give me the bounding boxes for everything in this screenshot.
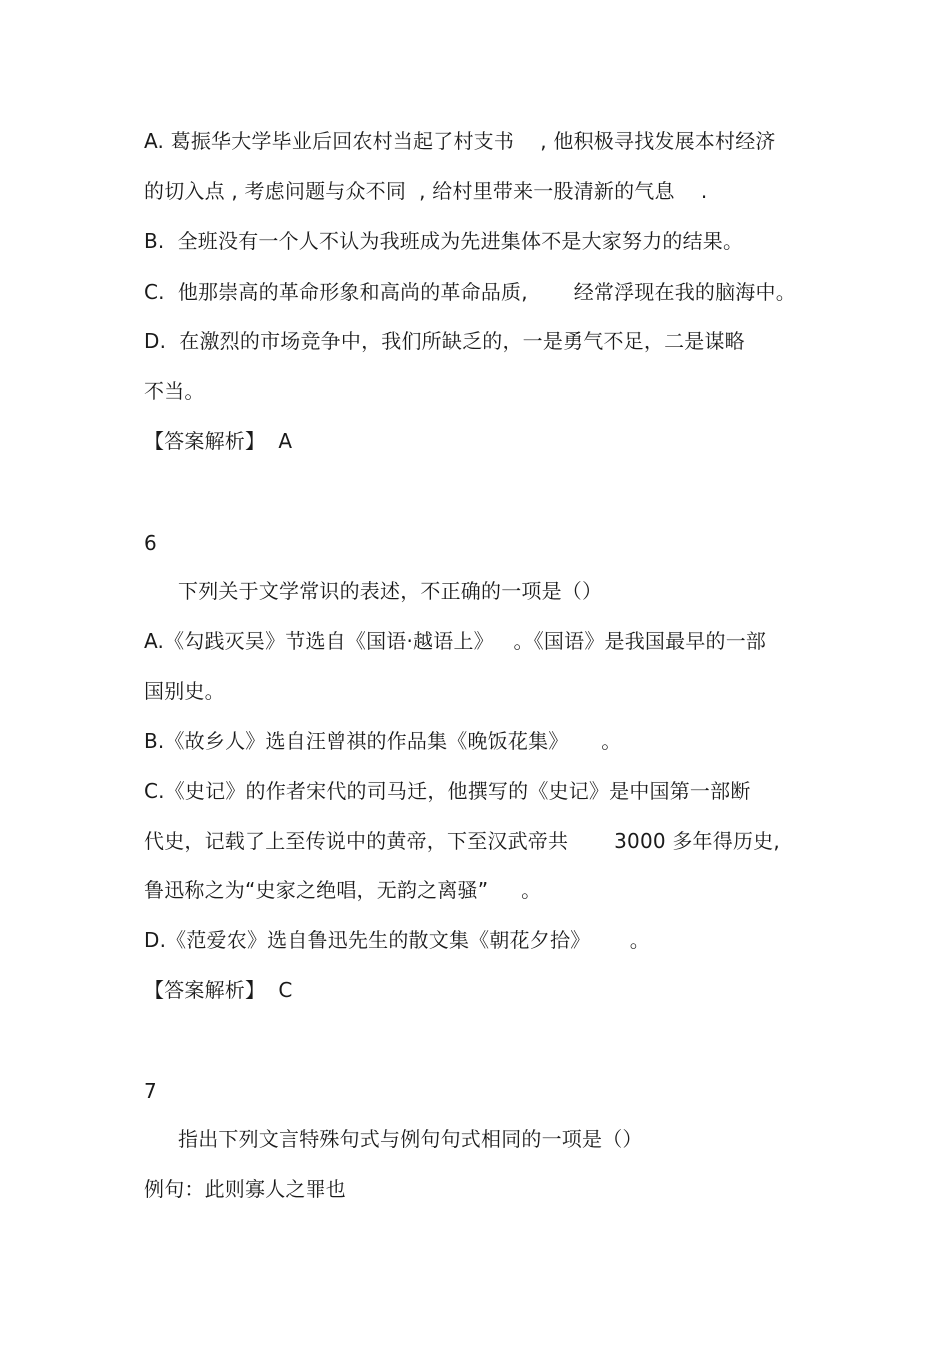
q5-option-b: B. 全班没有一个人不认为我班成为先进集体不是大家努力的结果。 xyxy=(144,229,744,253)
q6-option-b: B.《故乡人》选自汪曾祺的作品集《晚饭花集》 。 xyxy=(144,729,622,753)
q6-stem: 下列关于文学常识的表述，不正确的一项是（） xyxy=(178,579,603,603)
q7-example: 例句：此则寡人之罪也 xyxy=(144,1177,346,1201)
q6-option-a-line2: 国别史。 xyxy=(144,679,225,703)
q6-option-c-line1: C.《史记》的作者宋代的司马迁，他撰写的《史记》是中国第一部断 xyxy=(144,779,751,803)
q5-option-d-line1: D. 在激烈的市场竞争中，我们所缺乏的，一是勇气不足，二是谋略 xyxy=(144,329,745,353)
q5-option-a-line1: A. 葛振华大学毕业后回农村当起了村支书 , 他积极寻找发展本村经济 xyxy=(144,129,776,153)
q5-option-d-line2: 不当。 xyxy=(144,379,205,403)
q7-number: 7 xyxy=(144,1079,157,1103)
q5-option-a-line2: 的切入点 , 考虑问题与众不同 , 给村里带来一股清新的气息 . xyxy=(144,179,708,203)
q6-number: 6 xyxy=(144,531,157,555)
q6-option-c-line3: 鲁迅称之为“史家之绝唱，无韵之离骚” 。 xyxy=(144,878,542,902)
q7-stem: 指出下列文言特殊句式与例句句式相同的一项是（） xyxy=(178,1127,643,1151)
q6-answer: 【答案解析】 C xyxy=(144,978,293,1002)
q6-option-c-line2: 代史，记载了上至传说中的黄帝，下至汉武帝共 3000 多年得历史, xyxy=(144,829,780,853)
q6-option-a-line1: A.《勾践灭吴》节选自《国语·越语上》 。《国语》是我国最早的一部 xyxy=(144,629,767,653)
q5-option-c: C. 他那崇高的革命形象和高尚的革命品质, 经常浮现在我的脑海中。 xyxy=(144,280,796,304)
q5-answer: 【答案解析】 A xyxy=(144,429,293,453)
q6-option-d: D.《范爱农》选自鲁迅先生的散文集《朝花夕拾》 。 xyxy=(144,928,650,952)
